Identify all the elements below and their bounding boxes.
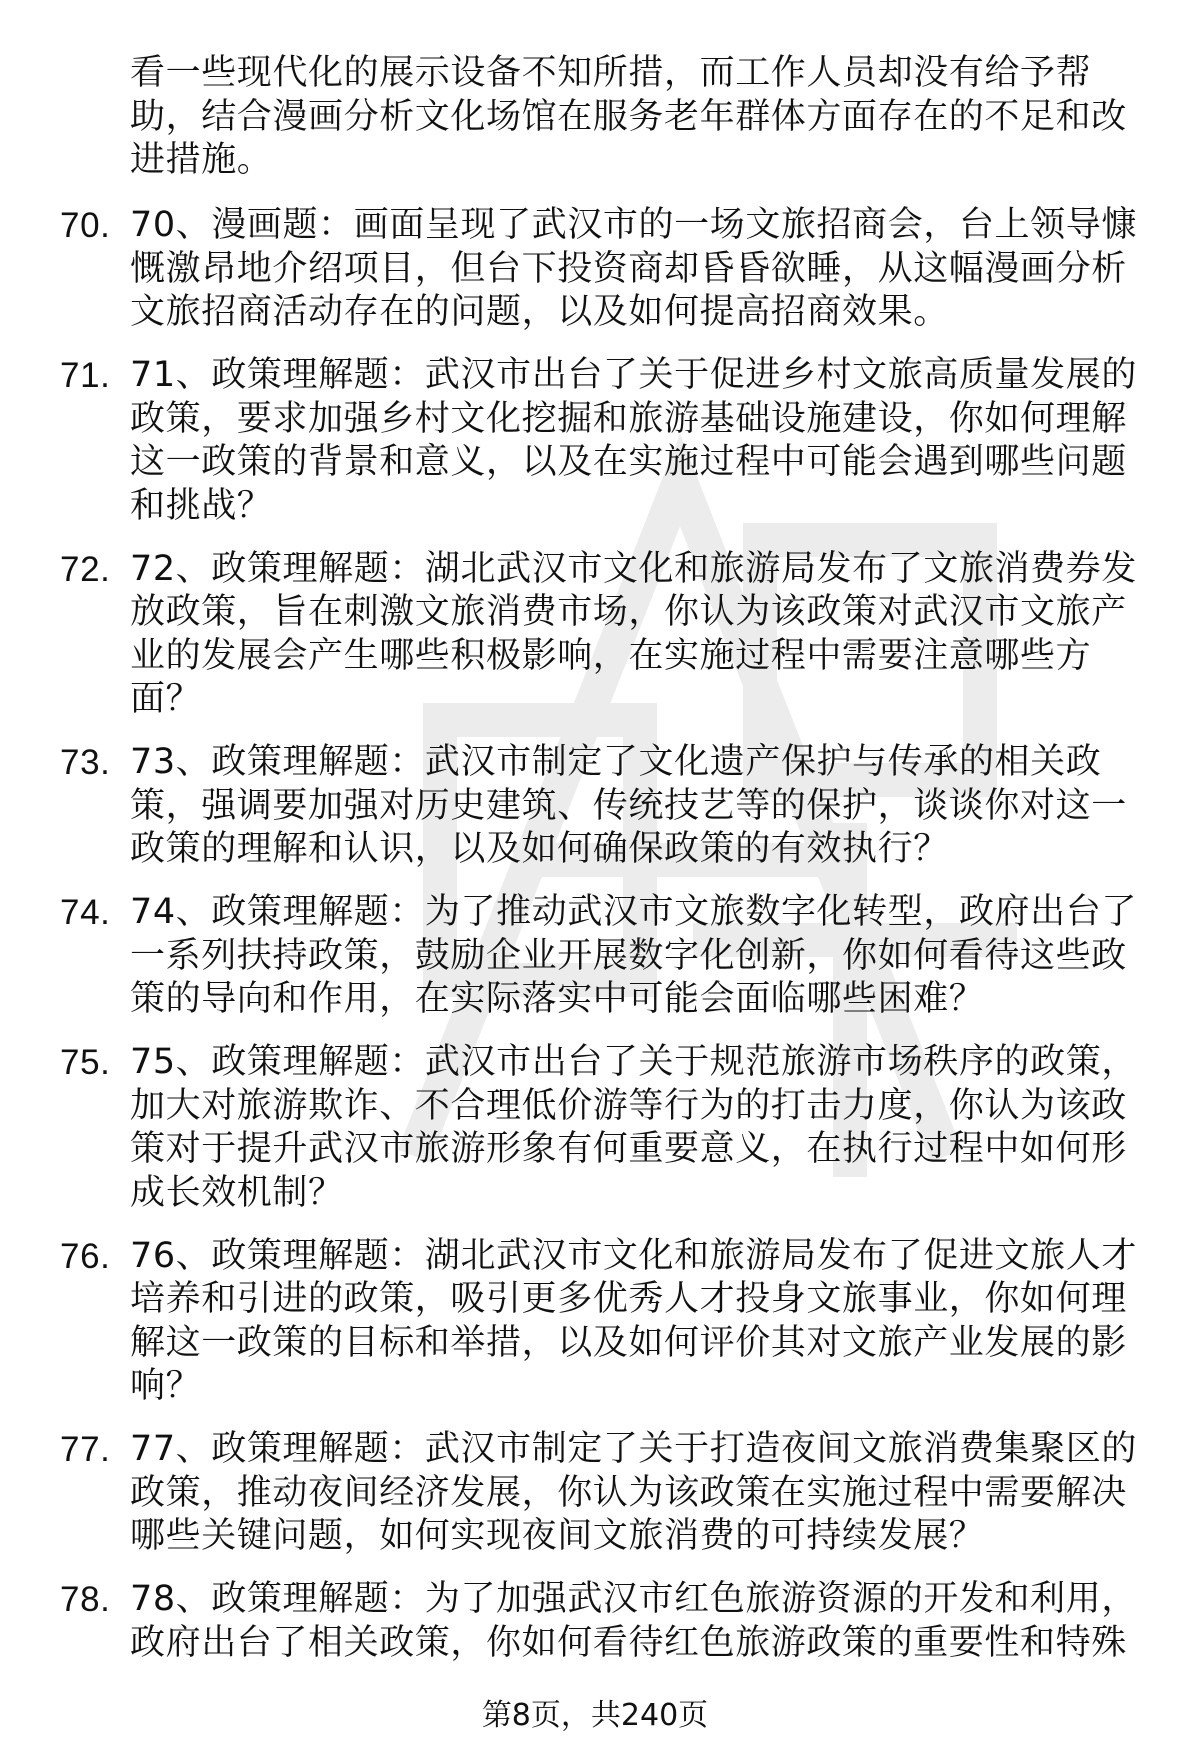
page-footer: 第8页，共240页 xyxy=(481,1698,709,1733)
continuation-paragraph: 看一些现代化的展示设备不知所措，而工作人员却没有给予帮助，结合漫画分析文化场馆在服务老年群体方面存在的不足和改进措施。 xyxy=(130,53,1127,180)
question-item xyxy=(0,1578,1190,1665)
question-number: 73. xyxy=(60,743,111,782)
question-item xyxy=(0,741,1190,872)
question-number: 77. xyxy=(60,1430,111,1469)
question-item xyxy=(0,1428,1190,1559)
question-number: 75. xyxy=(60,1043,111,1082)
question-item xyxy=(0,204,1190,335)
question-number: 71. xyxy=(60,356,111,395)
question-text: 70、漫画题：画面呈现了武汉市的一场文旅招商会，台上领导慷慨激昂地介绍项目，但台下投资商却昏昏欲睡，从这幅漫画分析文旅招商活动存在的问题，以及如何提高招商效果。 xyxy=(130,205,1137,332)
question-item xyxy=(0,548,1190,722)
question-item xyxy=(0,891,1190,1022)
question-text: 71、政策理解题：武汉市出台了关于促进乡村文旅高质量发展的政策，要求加强乡村文化挖掘和旅游基础设施建设，你如何理解这一政策的背景和意义，以及在实施过程中可能会遇到哪些问题和挑战？ xyxy=(130,355,1137,526)
question-list xyxy=(0,204,1190,1685)
question-text: 72、政策理解题：湖北武汉市文化和旅游局发布了文旅消费券发放政策，旨在刺激文旅消费市场，你认为该政策对武汉市文旅产业的发展会产生哪些积极影响，在实施过程中需要注意哪些方面？ xyxy=(130,548,1137,719)
question-item xyxy=(0,1041,1190,1215)
question-number: 70. xyxy=(60,206,111,245)
question-number: 72. xyxy=(60,549,111,589)
question-number: 76. xyxy=(60,1236,111,1276)
question-text: 73、政策理解题：武汉市制定了文化遗产保护与传承的相关政策，强调要加强对历史建筑、传统技艺等的保护，谈谈你对这一政策的理解和认识，以及如何确保政策的有效执行？ xyxy=(130,742,1127,869)
question-item xyxy=(0,1235,1190,1409)
question-item xyxy=(0,354,1190,528)
question-text: 76、政策理解题：湖北武汉市文化和旅游局发布了促进文旅人才培养和引进的政策，吸引更多优秀人才投身文旅事业，你如何理解这一政策的目标和举措，以及如何评价其对文旅产业发展的影响？ xyxy=(130,1235,1137,1406)
question-text: 74、政策理解题：为了推动武汉市文旅数字化转型，政府出台了一系列扶持政策，鼓励企业开展数字化创新，你如何看待这些政策的导向和作用，在实际落实中可能会面临哪些困难？ xyxy=(130,892,1137,1019)
question-text: 78、政策理解题：为了加强武汉市红色旅游资源的开发和利用，政府出台了相关政策，你如何看待红色旅游政策的重要性和特殊 xyxy=(130,1579,1137,1663)
question-text: 75、政策理解题：武汉市出台了关于规范旅游市场秩序的政策，加大对旅游欺诈、不合理低价游等行为的打击力度，你认为该政策对于提升武汉市旅游形象有何重要意义，在执行过程中如何形成长效机制？ xyxy=(130,1042,1137,1213)
question-number: 78. xyxy=(60,1580,111,1619)
question-number: 74. xyxy=(60,893,111,932)
question-text: 77、政策理解题：武汉市制定了关于打造夜间文旅消费集聚区的政策，推动夜间经济发展，你认为该政策在实施过程中需要解决哪些关键问题，如何实现夜间文旅消费的可持续发展？ xyxy=(130,1429,1137,1556)
